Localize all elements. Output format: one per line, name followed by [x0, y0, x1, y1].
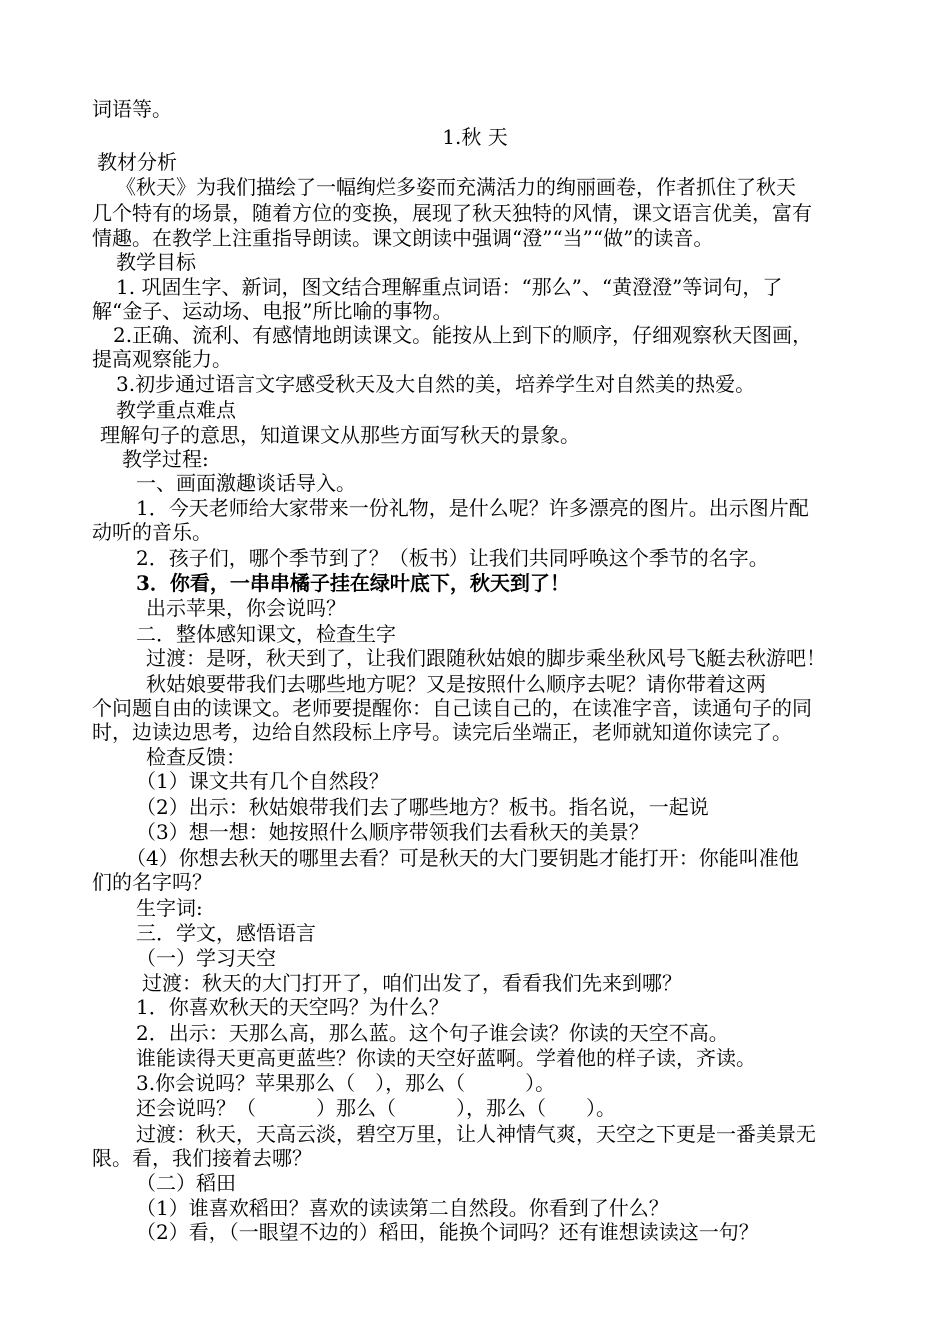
paragraph-line: 动听的音乐。	[92, 520, 212, 544]
paragraph-line: 个问题自由的读课文。老师要提醒你：自己读自己的，在读准字音，读通句子的同	[92, 696, 812, 720]
paragraph-line: 们的名字吗？	[92, 870, 212, 894]
paragraph-line: 提高观察能力。	[92, 347, 232, 371]
paragraph-line: 过渡：秋天，天高云淡，碧空万里，让人神情气爽，天空之下更是一番美景无	[136, 1122, 816, 1146]
paragraph-line: 《秋天》为我们描绘了一幅绚烂多姿而充满活力的绚丽画卷，作者抓住了秋天	[116, 175, 796, 199]
paragraph-line: 情趣。在教学上注重指导朗读。课文朗读中强调“澄”“当”“做”的读音。	[92, 226, 714, 250]
paragraph-line: 还会说吗？（ ）那么（ ），那么（ ）。	[136, 1096, 616, 1120]
paragraph-line: 几个特有的场景，随着方位的变换，展现了秋天独特的风情，课文语言优美，富有	[92, 201, 812, 225]
paragraph-line: 时，边读边思考，边给自然段标上序号。读完后坐端正，老师就知道你读完了。	[92, 720, 792, 744]
paragraph-line: （1）谁喜欢稻田？喜欢的读读第二自然段。你看到了什么？	[136, 1196, 669, 1220]
paragraph-line: 1．今天老师给大家带来一份礼物，是什么呢？许多漂亮的图片。出示图片配	[136, 496, 809, 520]
paragraph-line: （1）课文共有几个自然段？	[136, 769, 389, 793]
paragraph-line: （二）稻田	[136, 1171, 236, 1195]
paragraph-line: 2．出示：天那么高，那么蓝。这个句子谁会读？你读的天空不高。	[136, 1021, 729, 1045]
paragraph-line: 限。看，我们接着去哪？	[92, 1146, 312, 1170]
paragraph-line: 1. 巩固生字、新词，图文结合理解重点词语：“那么”、“黄澄澄”等词句，了	[116, 275, 783, 299]
paragraph-line: （2）看，（一眼望不边的）稻田，能换个词吗？还有谁想读读这一句？	[136, 1220, 759, 1244]
section-heading: 教学重点难点	[116, 398, 236, 422]
paragraph-line: 过渡：是呀，秋天到了，让我们跟随秋姑娘的脚步乘坐秋风号飞艇去秋游吧！	[146, 646, 826, 670]
paragraph-line: 三．学文，感悟语言	[136, 921, 316, 945]
paragraph-line: （4）你想去秋天的哪里去看？可是秋天的大门要钥匙才能打开：你能叫准他	[126, 846, 799, 870]
paragraph-line: 检查反馈：	[146, 745, 246, 769]
bold-line: 3．你看，一串串橘子挂在绿叶底下，秋天到了！	[136, 571, 570, 595]
paragraph-line: 生字词:	[136, 896, 203, 920]
paragraph-line: 理解句子的意思，知道课文从那些方面写秋天的景象。	[100, 423, 580, 447]
paragraph-line: 一、画面激趣谈话导入。	[136, 471, 356, 495]
lesson-title: 1.秋 天	[442, 125, 508, 149]
paragraph-line: 3.你会说吗？苹果那么（ ），那么（ ）。	[136, 1071, 556, 1095]
section-heading: 教学目标	[116, 250, 196, 274]
paragraph-line: （一）学习天空	[136, 946, 276, 970]
paragraph-line: 谁能读得天更高更蓝些？你读的天空好蓝啊。学着他的样子读，齐读。	[136, 1046, 756, 1070]
paragraph-line: 2．孩子们，哪个季节到了？（板书）让我们共同呼唤这个季节的名字。	[136, 546, 769, 570]
paragraph-line: 3.初步通过语言文字感受秋天及大自然的美，培养学生对自然美的热爱。	[116, 372, 756, 396]
paragraph-line: 出示苹果，你会说吗？	[146, 596, 346, 620]
text-line: 词语等。	[92, 97, 172, 121]
section-heading: 教学过程:	[122, 447, 209, 471]
paragraph-line: 2.正确、流利、有感情地朗读课文。能按从上到下的顺序，仔细观察秋天图画，	[113, 323, 813, 347]
paragraph-line: 秋姑娘要带我们去哪些地方呢？又是按照什么顺序去呢？请你带着这两	[146, 672, 766, 696]
paragraph-line: 1．你喜欢秋天的天空吗？为什么？	[136, 995, 449, 1019]
section-heading: 教材分析	[97, 150, 177, 174]
paragraph-line: 过渡：秋天的大门打开了，咱们出发了，看看我们先来到哪？	[142, 971, 682, 995]
paragraph-line: 解“金子、运动场、电报”所比喻的事物。	[92, 299, 453, 323]
paragraph-line: （2）出示：秋姑娘带我们去了哪些地方？板书。指名说，一起说	[136, 795, 709, 819]
paragraph-line: （3）想一想：她按照什么顺序带领我们去看秋天的美景？	[136, 820, 649, 844]
paragraph-line: 二．整体感知课文，检查生字	[136, 622, 396, 646]
